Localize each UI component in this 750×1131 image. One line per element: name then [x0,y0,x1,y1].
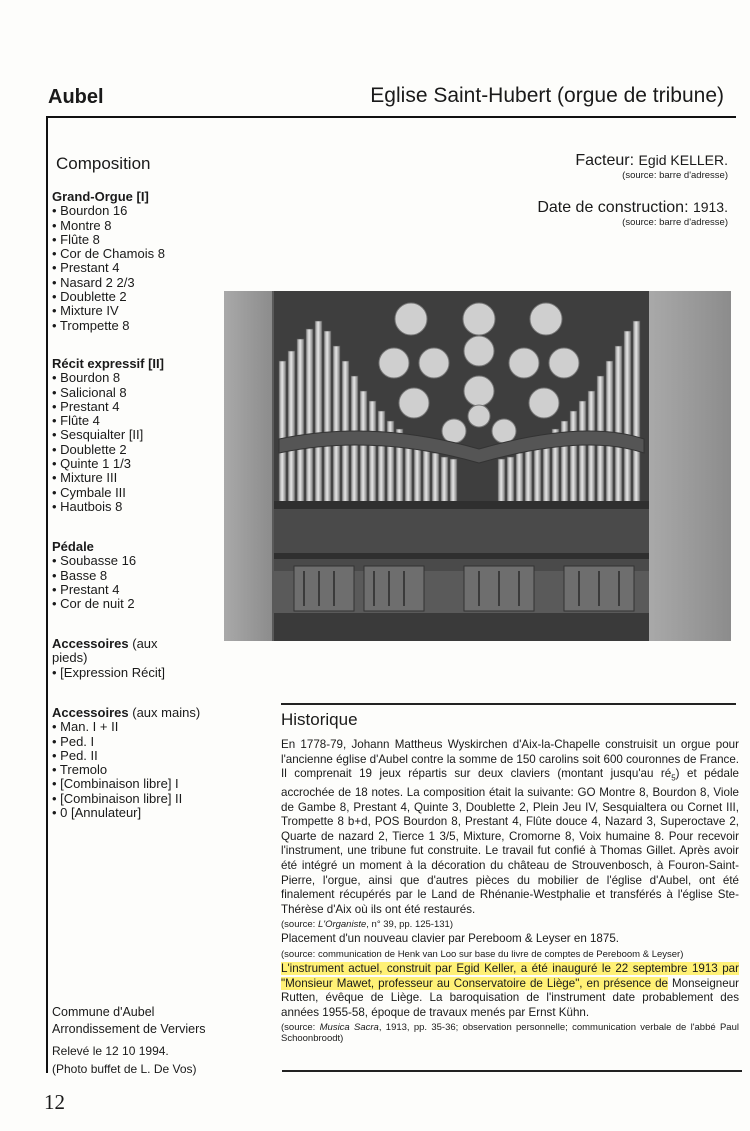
stop-item: • Trompette 8 [52,317,130,333]
organ-photo [224,291,731,641]
recit-title: Récit expressif [II] [52,356,164,371]
accessoires-pieds-heading: Accessoires (aux pieds) [52,636,158,666]
stop-item: • Flûte 4 [52,413,100,429]
grand-orgue-title: Grand-Orgue [I] [52,189,149,204]
stop-item: • Basse 8 [52,567,108,583]
date-value: 1913. [692,199,728,215]
historique-paragraph-1: En 1778-79, Johann Mattheus Wyskirchen d'Aix-la-Chapelle construisit un orgue pour l'ancienne église d'Aubel contre la somme de 150 carolins soit 600 couronnes de France. Il comprenait 19 jeux répartis sur deux claviers (montant jusqu'au $ré_5$) et pédale accrochée de 18 notes. La composition était la suivante: GO Montre 8, Bourdon 8, Viole de Gambe 8, Prestant 4, Quinte 3, Doublette 2, Plein Jeu IV, Sesquialtera ou Cornet III, Trompette 8 b+d, POS Bourdon 8, Prestant 4, Flûte douce 4, Nazard 3, Superoctave 2, Quarte de nazard 2, Tierce 1 3/5, Mixture, Cromorne 8, Voix humaine 8. Pour recevoir l'instrument, une tribune fut construite. Le travail fut confié à Thomas Gillet. Après avoir été intégré un moment à la décoration du château de Strouvenbosch, à Fouron-Saint-Pierre, l'orgue, ainsi que d'autres pièces du mobilier de l'église d'Aubel, ont été finalement récupérés par le Land de Rhénanie-Westphalie et transférés à l'église Ste-Thérèse d'Aix où ils ont été restaurés. [281,738,739,916]
historique-text [281,738,739,1046]
releve-date: Relevé le 12 10 1994. [52,1044,169,1058]
stop-item: • Bourdon 16 [52,203,128,219]
source-2: (source: communication de Henk van Loo sur base du livre de comptes de Pereboom & Leyser) [281,949,684,961]
commune: Commune d'Aubel [52,1005,155,1019]
photo-credit: (Photo buffet de L. De Vos) [52,1062,197,1076]
grand-orgue-section [52,190,252,333]
pedale-title: Pédale [52,539,94,554]
historique-paragraph-2: Placement d'un nouveau clavier par Pereboom & Leyser en 1875. [281,932,619,946]
facteur-source: (source: barre d'adresse) [622,170,728,181]
accessory-item: • Ped. II [52,747,98,763]
organ-illustration [224,291,731,641]
facteur-value: Egid KELLER. [638,152,728,168]
stop-item: • Doublette 2 [52,441,127,457]
historique-title: Historique [281,710,358,729]
historique-paragraph-3: L'instrument actuel, construit par Egid Keller, a été inauguré le 22 septembre 1913 par "Monsieur Mawet, professeur au Conservatoire de Liège", en présence de Monseigneur Rutten, évêque de Liège. La baroquisation de l'instrument date probablement des années 1955-58, époque de travaux menés par Ernst Kühn. [281,962,739,1019]
facteur-label: Facteur: [575,152,639,169]
stop-item: • Cor de nuit 2 [52,596,135,612]
accessoires-pieds-section [52,637,192,680]
bottom-rule [282,1070,742,1072]
stop-item: • Sesquialter [II] [52,427,144,443]
pedale-section [52,540,252,611]
stop-item: • Cymbale III [52,484,126,500]
stop-item: • Nasard 2 2/3 [52,274,135,290]
stop-item: • Cor de Chamois 8 [52,246,165,262]
historique-rule [281,703,736,705]
date-block [537,199,728,228]
arrondissement: Arrondissement de Verviers [52,1022,206,1036]
stop-item: • Prestant 4 [52,398,120,414]
accessory-item: • [Expression Récit] [52,664,165,680]
stop-item: • Bourdon 8 [52,370,121,386]
stop-item: • Prestant 4 [52,581,120,597]
date-source: (source: barre d'adresse) [622,217,728,228]
accessory-item: • Man. I + II [52,719,119,735]
highlighted-text: L'instrument actuel, construit par Egid Keller, a été inauguré le 22 septembre 1913 par "Monsieur Mawet, professeur au Conservatoire de Liège", en présence de [281,962,739,990]
top-rule [46,116,736,118]
church-title: Eglise Saint-Hubert (orgue de tribune) [370,84,724,107]
page-number: 12 [44,1090,65,1114]
accessory-item: • Ped. I [52,733,95,749]
stop-item: • Soubasse 16 [52,553,137,569]
recit-section [52,357,252,514]
source-1: (source: L'Organiste, n° 39, pp. 125-131) [281,919,453,931]
stop-item: • Mixture III [52,470,118,486]
left-rule [46,116,48,1073]
stop-item: • Hautbois 8 [52,498,123,514]
facteur-block [575,152,728,181]
accessory-item: • [Combinaison libre] I [52,776,179,792]
stop-item: • Doublette 2 [52,289,127,305]
stop-item: • Mixture IV [52,303,119,319]
source-3: (source: Musica Sacra, 1913, pp. 35-36; observation personnelle; communication verbale de l'abbé Paul Schoonbroodt) [281,1022,739,1045]
stop-item: • Flûte 8 [52,231,100,247]
stop-item: • Prestant 4 [52,260,120,276]
stop-item: • Quinte 1 1/3 [52,456,131,472]
stop-item: • Montre 8 [52,217,112,233]
accessoires-mains-section [52,706,252,820]
town-name: Aubel [48,86,104,108]
stop-item: • Salicional 8 [52,384,127,400]
composition-title: Composition [56,154,151,173]
date-label: Date de construction: [537,199,693,216]
accessoires-mains-heading: Accessoires (aux mains) [52,705,201,720]
accessory-item: • 0 [Annulateur] [52,805,142,821]
accessory-item: • [Combinaison libre] II [52,790,183,806]
accessory-item: • Tremolo [52,762,108,778]
